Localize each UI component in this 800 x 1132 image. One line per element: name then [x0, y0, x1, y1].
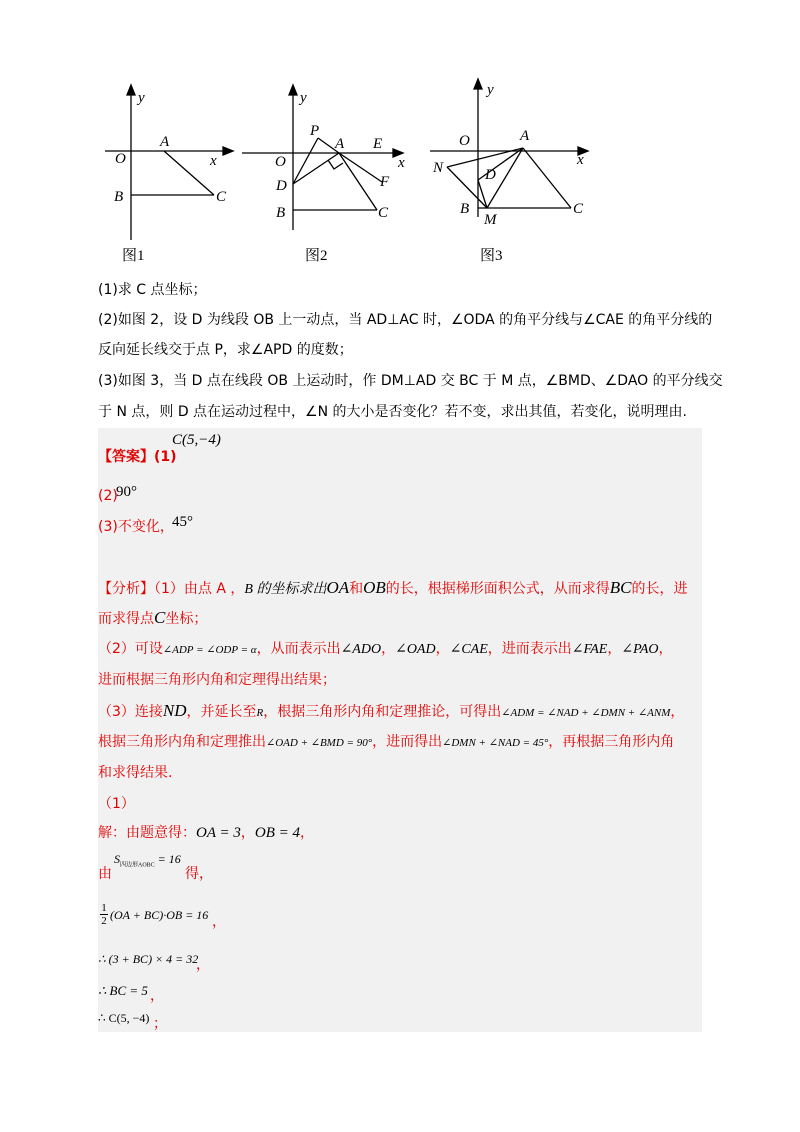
question-1: (1)求 C 点坐标； — [98, 282, 207, 298]
fig3-label-b: B — [460, 201, 470, 217]
solution-line-5-comma: ， — [150, 988, 164, 1004]
analysis-3g: ， — [435, 641, 450, 657]
analysis-1e: OB — [363, 578, 386, 597]
analysis-6c: ，进而得出 — [372, 734, 443, 750]
fig2-label-e: E — [373, 136, 383, 152]
solution-line-6-semicolon: ； — [153, 1016, 167, 1032]
solution-1c: ， — [240, 825, 255, 841]
fig2-label-b: B — [276, 205, 286, 221]
analysis-3e: ， — [381, 641, 396, 657]
analysis-3i: ，进而表示出 — [487, 641, 572, 657]
analysis-2a: 而求得点 — [98, 611, 154, 627]
analysis-3a: （2）可设 — [98, 641, 163, 657]
answer-3-prefix: (3)不变化， — [98, 519, 174, 535]
analysis-3b: ∠ADP = ∠ODP = α — [162, 644, 257, 656]
fig2-label-y: y — [300, 90, 307, 106]
analysis-3h: ∠CAE — [449, 642, 488, 657]
analysis-line-6 — [98, 732, 674, 753]
fig1-caption: 图1 — [122, 248, 145, 264]
fig2-label-c: C — [378, 205, 389, 221]
analysis-5f: ∠ADM = ∠NAD + ∠DMN + ∠ANM — [501, 707, 671, 719]
solution-area-formula — [114, 852, 181, 868]
fig2-label-d: D — [276, 178, 287, 194]
fig3-caption: 图3 — [480, 248, 503, 264]
solution-1d: OB = 4 — [254, 825, 300, 841]
analysis-1d: 和 — [349, 581, 364, 597]
solution-area-s: S — [114, 852, 120, 866]
fig3-label-a: A — [520, 128, 530, 144]
solution-line-1 — [98, 823, 314, 843]
fig3-label-d: D — [485, 167, 496, 183]
solution-frac-num: 1 — [101, 902, 107, 914]
question-3-line-1: (3)如图 3，当 D 点在线段 OB 上运动时，作 DM⊥AD 交 BC 于 M 点，∠BMD、∠DAO 的平分线交 — [98, 373, 723, 389]
analysis-line-4: 进而根据三角形内角和定理得出结果； — [98, 672, 336, 688]
analysis-line-3 — [98, 639, 673, 660]
answer-2-prefix: (2) — [98, 488, 118, 504]
analysis-5c: ，并延长至 — [186, 704, 257, 720]
analysis-1h: 的长，进 — [631, 581, 688, 597]
fig1-label-o: O — [115, 151, 126, 167]
answer-label: 【答案】(1) — [98, 449, 177, 465]
analysis-3f: ∠OAD — [395, 642, 436, 657]
analysis-6b: ∠OAD + ∠BMD = 90° — [266, 737, 373, 749]
solution-part-1: （1） — [98, 796, 135, 812]
answer-2-value: 90° — [116, 484, 137, 500]
figure-1 — [100, 80, 240, 270]
solution-area-sub: 四边形AOBC — [120, 862, 155, 869]
fig1-label-c: C — [216, 189, 227, 205]
solution-frac-den: 2 — [101, 915, 107, 927]
fig2-label-x: x — [398, 155, 405, 171]
analysis-line-2 — [98, 608, 207, 629]
fig3-label-c: C — [573, 201, 584, 217]
fig1-label-a: A — [160, 134, 170, 150]
analysis-1b: B 的坐标求出 — [244, 582, 327, 597]
analysis-5g: ， — [670, 704, 685, 720]
solution-you: 由 — [98, 866, 112, 882]
solution-1b: OA = 3 — [196, 825, 241, 841]
analysis-5d: R — [256, 707, 264, 719]
analysis-3c: ，从而表示出 — [256, 641, 341, 657]
solution-line-3-comma: ， — [212, 914, 226, 930]
analysis-6e: ，再根据三角形内角 — [548, 734, 675, 750]
fig3-label-y: y — [487, 82, 494, 98]
fig2-caption: 图2 — [305, 248, 328, 264]
analysis-line-7: 和求得结果. — [98, 765, 173, 781]
analysis-line-5 — [98, 701, 684, 723]
fig2-label-o: O — [275, 154, 286, 170]
figure-2 — [240, 80, 420, 270]
answer-1-value: C(5,−4) — [172, 432, 221, 448]
fig2-label-f: F — [380, 174, 390, 190]
solution-line-5: ∴ BC = 5 — [98, 983, 148, 998]
analysis-1g: BC — [609, 578, 632, 597]
analysis-1a: 【分析】（1）由点 A ， — [98, 581, 245, 597]
figure-3 — [425, 72, 600, 270]
fig1-label-y: y — [138, 90, 145, 106]
solution-line-3: (OA + BC)·OB = 16 — [110, 908, 209, 922]
solution-line-4: ∴ (3 + BC) × 4 = 32 — [98, 952, 199, 966]
analysis-6a: 根据三角形内角和定理推出 — [98, 734, 266, 750]
analysis-1c: OA — [326, 578, 350, 597]
analysis-line-1 — [98, 578, 688, 600]
question-2-line-1: (2)如图 2，设 D 为线段 OB 上一动点，当 AD⊥AC 时，∠ODA 的角平分线与∠CAE 的角平分线的 — [98, 312, 713, 328]
analysis-3j: ∠FAE — [571, 642, 608, 657]
fig1-label-x: x — [210, 153, 217, 169]
analysis-2b: C — [154, 608, 166, 627]
solution-line-4-comma: ， — [196, 957, 210, 973]
question-3-line-2: 于 N 点，则 D 点在运动过程中，∠N 的大小是否变化？若不变，求出其值，若变化，说明理由. — [98, 404, 687, 420]
solution-area-eq: = 16 — [154, 852, 181, 866]
answer-3-value: 45° — [172, 514, 193, 530]
question-2-line-2: 反向延长线交于点 P，求∠APD 的度数； — [98, 342, 353, 358]
fig3-label-o: O — [459, 133, 470, 149]
analysis-3k: ， — [607, 641, 622, 657]
analysis-2c: 坐标； — [165, 611, 208, 627]
analysis-3d: ∠ADO — [340, 642, 382, 657]
analysis-1f: 的长，根据梯形面积公式，从而求得 — [385, 581, 610, 597]
solution-1a: 解：由题意得： — [98, 825, 196, 841]
analysis-5a: （3）连接 — [98, 704, 163, 720]
solution-fraction — [100, 902, 108, 927]
fig3-label-m: M — [484, 212, 497, 228]
solution-1e: ， — [299, 825, 314, 841]
analysis-3m: ， — [658, 641, 673, 657]
fig3-label-n: N — [433, 160, 444, 176]
fig2-label-a: A — [335, 136, 345, 152]
solution-line-6: ∴ C(5, −4) — [98, 1011, 150, 1025]
solution-de: 得， — [185, 866, 213, 882]
fig2-label-p: P — [310, 123, 320, 139]
analysis-3l: ∠PAO — [621, 642, 659, 657]
analysis-6d: ∠DMN + ∠NAD = 45° — [442, 737, 549, 749]
analysis-5b: ND — [162, 701, 187, 720]
fig3-label-x: x — [577, 152, 584, 168]
analysis-5e: ，根据三角形内角和定理推论，可得出 — [263, 704, 502, 720]
fig1-label-b: B — [114, 189, 124, 205]
